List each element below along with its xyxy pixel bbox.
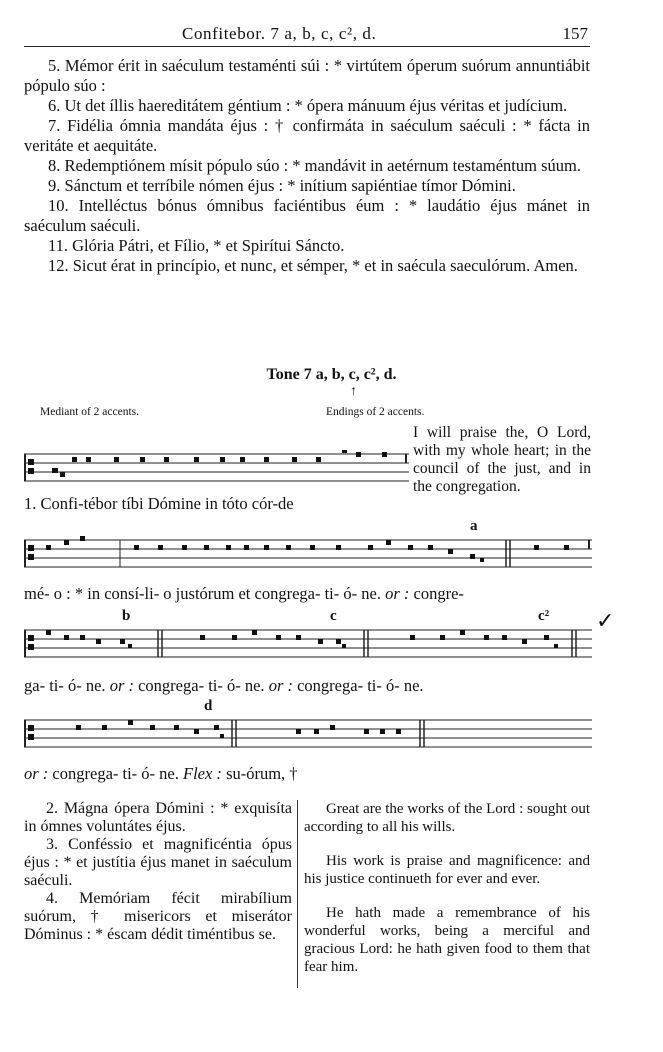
or-label-4: or : — [24, 764, 49, 783]
chant-staff-4 — [24, 716, 592, 756]
ending-a-label: a — [470, 518, 478, 534]
ending-b-label: b — [122, 608, 131, 624]
page-number: 157 — [562, 24, 588, 43]
latin-column — [24, 800, 292, 944]
chant-lyrics-line-4 — [24, 764, 298, 784]
verse-11: 11. Glória Pátri, et Fílio, * et Spirítui Sáncto. — [48, 236, 345, 255]
header-title: Confitebor. 7 a, b, c, c², d. — [182, 24, 377, 43]
tone-title: Tone 7 a, b, c, c², d. — [266, 366, 397, 383]
verse-5: 5. Mémor érit in saéculum testaménti súi : * virtútem óperum suórum annuntiábit pópulo súo : — [24, 56, 590, 95]
verse-10: 10. Intelléctus bónus ómnibus faciéntibus éum : * laudátio éjus mánet in saéculum saéculi. — [24, 196, 590, 235]
two-column-verses — [24, 800, 590, 990]
chant-lyrics-line-2 — [24, 584, 464, 604]
latin-verse-4: 4. Memóriam fécit mirabílium suórum, † misericors et miserátor Dóminus : * éscam dédit timéntibus se. — [24, 890, 292, 943]
or-label-2: or : — [109, 676, 134, 695]
english-column — [304, 800, 590, 976]
psalm-verses — [24, 56, 590, 276]
chant-staff-2 — [24, 536, 592, 576]
verse-12: 12. Sicut érat in princípio, et nunc, et sémper, * et in saécula saeculórum. Amen. — [48, 256, 578, 275]
spacer — [304, 836, 590, 852]
endings-caption: Endings of 2 accents. — [326, 406, 425, 418]
chant-staff-3 — [24, 626, 592, 666]
line-2-tail: congre- — [413, 584, 464, 603]
chant-lyrics-line-1: 1. Confi-tébor tíbi Dómine in tóto cór-de — [24, 494, 294, 513]
ending-d-label: d — [204, 698, 213, 714]
verse-9: 9. Sánctum et terríbile nómen éjus : * inítium sapiéntiae tímor Dómini. — [48, 176, 516, 195]
verse-6: 6. Ut det íllis haereditátem géntium : * ópera mánuum éjus véritas et judícium. — [48, 96, 568, 115]
spacer — [304, 888, 590, 904]
line-3-seg-2: congrega- ti- ó- ne. — [138, 676, 265, 695]
or-label-1: or : — [385, 584, 410, 603]
latin-verse-2: 2. Mágna ópera Dómini : * exquisíta in ómnes voluntátes éjus. — [24, 800, 292, 835]
ending-c2-label: c² — [538, 608, 550, 624]
chant-lyrics-line-3 — [24, 676, 424, 696]
verse-7: 7. Fidélia ómnia mandáta éjus : † confirmáta in saéculum saéculi : * fácta in veritáte et aequitáte. — [24, 116, 590, 155]
chant-staff-1 — [24, 450, 409, 490]
mediant-caption: Mediant of 2 accents. — [40, 406, 139, 418]
verse-8: 8. Redemptiónem mísit pópulo súo : * mandávit in aetérnum testaméntum súum. — [48, 156, 581, 175]
english-intro: I will praise the, O Lord, with my whole heart; in the council of the just, and in the congregation. — [413, 424, 591, 495]
latin-verse-3: 3. Conféssio et magnificéntia ópus éjus : * et justítia éjus manet in saéculum saéculi. — [24, 836, 292, 889]
flex-label: Flex : — [183, 764, 222, 783]
line-2-text: mé- o : * in consí-li- o justórum et congrega- ti- ó- ne. — [24, 584, 381, 603]
check-mark-icon: ✓ — [596, 608, 615, 633]
line-4-seg-1: congrega- ti- ó- ne. — [52, 764, 179, 783]
english-verse-4: He hath made a remembrance of his wonderful works, being a merciful and gracious Lord: he hath given food to them that fear him. — [304, 905, 590, 975]
line-3-seg-1: ga- ti- ó- ne. — [24, 676, 106, 695]
ending-c-label: c — [330, 608, 337, 624]
arrow-up-icon: ↑ — [350, 384, 357, 399]
or-label-3: or : — [268, 676, 293, 695]
running-header — [24, 20, 590, 47]
column-divider — [297, 800, 298, 988]
english-verse-3: His work is praise and magnificence: and his justice continueth for ever and ever. — [304, 853, 590, 887]
line-3-seg-3: congrega- ti- ó- ne. — [297, 676, 424, 695]
english-verse-2: Great are the works of the Lord : sought out according to all his wills. — [304, 801, 590, 835]
line-4-seg-2: su-órum, † — [226, 764, 298, 783]
